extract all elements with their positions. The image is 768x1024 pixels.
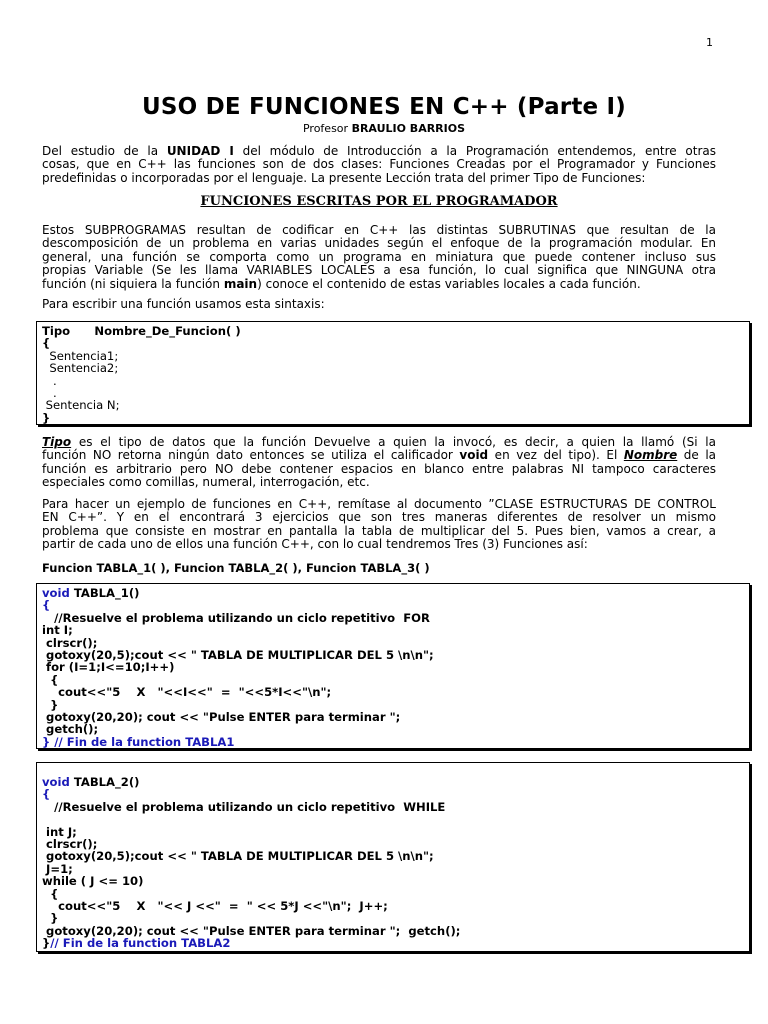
tabla1-line-13: } // Fin de la function TABLA1: [42, 734, 235, 749]
tabla2-line-7: gotoxy(20,5);cout << " TABLA DE MULTIPLICAR DEL 5 \n\n";: [42, 849, 434, 864]
subprogram-paragraph: [42, 224, 716, 291]
unidad-label: UNIDAD I: [166, 144, 234, 158]
tabla1-code: [42, 587, 434, 748]
tipo-text-1: es el tipo de datos que la función Devuelve a quien la invocó, es decir, a quien la llamó (Si la: [71, 435, 716, 449]
nombre-word: Nombre: [623, 448, 678, 463]
intro-text-a: Del estudio de la: [42, 144, 167, 158]
syntax-box: [36, 321, 750, 425]
tabla1-line-11: gotoxy(20,20); cout << "Pulse ENTER para terminar ";: [42, 710, 401, 725]
tabla2-line-9: while ( J <= 10): [42, 874, 144, 889]
tabla1-line-3: //Resuelve el problema utilizando un ciclo repetitivo FOR: [42, 610, 430, 625]
tabla1-line-5: clrscr();: [42, 635, 98, 650]
section-title: FUNCIONES ESCRITAS POR EL PROGRAMADOR: [200, 194, 558, 209]
syntax-line-8: }: [42, 410, 51, 425]
tabla2-line-5: int J;: [42, 824, 77, 839]
professor-name: BRAULIO BARRIOS: [351, 122, 466, 135]
professor-line: [0, 122, 768, 135]
professor-prefix: Profesor: [302, 122, 352, 135]
example-line-4: partir de cada uno de ellos una función C++, con lo cual tendremos Tres (3) Funciones así:: [42, 537, 588, 552]
void-keyword: void: [459, 448, 489, 463]
tabla2-line-13: gotoxy(20,20); cout << "Pulse ENTER para terminar "; getch();: [42, 923, 461, 938]
tabla1-line-2: {: [42, 598, 51, 613]
syntax-intro-text: Para escribir una función usamos esta sintaxis:: [42, 297, 325, 311]
syntax-line-7: Sentencia N;: [42, 398, 120, 413]
tabla2-line-1: [42, 775, 139, 789]
page-title: USO DE FUNCIONES EN C++ (Parte I): [141, 94, 627, 120]
subprog-line-4: propias Variable (Se les llama VARIABLES LOCALES a esa función, lo cual significa que NINGUNA otra: [42, 263, 716, 278]
subprog-line-2: descomposición de un problema en varias unidades según el enfoque de la programación modular. En: [42, 236, 716, 251]
funcion-list-line: Funcion TABLA_1( ), Funcion TABLA_2( ), Funcion TABLA_3( ): [42, 561, 430, 575]
tabla2-sig: TABLA_2(): [69, 775, 140, 789]
tabla1-line-8: {: [42, 672, 59, 687]
tipo-line-1: [42, 436, 716, 449]
subprog-line-1: Estos SUBPROGRAMAS resultan de codificar en C++ las distintas SUBRUTINAS que resultan de la: [42, 223, 716, 237]
tipo-line-3: función es arbitrario pero NO debe contener espacios en blanco entre palabras NI tampoco caracteres: [42, 461, 716, 476]
tipo-line-4: especiales como comillas, numeral, interrogación, etc.: [42, 475, 370, 490]
tabla2-void: void: [42, 775, 70, 789]
tabla2-line-14: [42, 936, 230, 950]
tabla1-line-4: int I;: [42, 623, 73, 638]
tabla1-line-7: for (I=1;I<=10;I++): [42, 660, 175, 675]
intro-line-3: predefinidas o incorporadas por el lenguaje. La presente Lección trata del primer Tipo de Funciones:: [42, 170, 646, 185]
intro-paragraph: [42, 145, 716, 185]
tabla2-line-6: clrscr();: [42, 837, 98, 852]
tabla2-close-brace: }: [42, 936, 51, 951]
subprog-line-3: general, una función se comporta como un programa en miniatura que puede contener incluso sus: [42, 249, 716, 264]
syntax-line-4: Sentencia2;: [42, 361, 119, 376]
syntax-code: [42, 325, 241, 424]
example-line-3: problema que consiste en mostrar en pantalla la tabla de multiplicar del 5. Pues bien, vamos a crear, a: [42, 523, 716, 538]
tabla1-sig: TABLA_1(): [69, 586, 140, 600]
tabla1-line-6: gotoxy(20,5);cout << " TABLA DE MULTIPLICAR DEL 5 \n\n";: [42, 648, 434, 663]
tabla2-line-11: cout<<"5 X "<< J <<" = " << 5*J <<"\n"; J++;: [42, 899, 388, 914]
tabla1-void: void: [42, 586, 70, 600]
tabla2-line-8: J=1;: [42, 861, 73, 876]
tipo-line-2: [42, 449, 716, 462]
tipo-word: Tipo: [42, 435, 72, 449]
tabla1-code-box: [36, 583, 750, 749]
syntax-line-3: Sentencia1;: [42, 348, 119, 363]
tipo-text-2a: función NO retorna ningún dato entonces se utiliza el calificador: [42, 448, 460, 463]
tipo-paragraph: [42, 436, 716, 490]
intro-line-1: [42, 145, 716, 158]
tabla2-line-2: {: [42, 787, 51, 802]
tabla1-line-1: [42, 586, 139, 600]
intro-line-2: cosas, que en C++ las funciones son de dos clases: Funciones Creadas por el Programador y Funciones: [42, 157, 716, 172]
main-keyword: main: [223, 276, 258, 291]
example-line-1: Para hacer un ejemplo de funciones en C++, remítase al documento ”CLASE ESTRUCTURAS DE CONTROL: [42, 497, 716, 511]
example-paragraph: [42, 498, 716, 552]
subprog-text-a: función (ni siquiera la función: [42, 276, 224, 291]
tabla1-line-9: cout<<"5 X "<<I<<" = "<<5*I<<"\n";: [42, 685, 332, 700]
syntax-line-6: .: [42, 386, 57, 401]
tabla2-line-3: //Resuelve el problema utilizando un ciclo repetitivo WHILE: [42, 799, 446, 814]
tabla2-line-12: }: [42, 911, 59, 926]
syntax-line-5: .: [42, 373, 57, 388]
page-number: 1: [706, 36, 713, 49]
tipo-text-2c: en vez del tipo). El: [488, 448, 624, 463]
syntax-line-2: {: [42, 336, 51, 351]
tabla2-code: [42, 776, 460, 950]
subprog-text-c: ) conoce el contenido de estas variables locales a cada función.: [257, 276, 641, 291]
tabla2-end-comment: // Fin de la function TABLA2: [50, 936, 231, 951]
syntax-intro: [42, 298, 716, 311]
tipo-text-2e: de la: [677, 448, 717, 463]
example-line-2: EN C++”. Y en el encontrará 3 ejercicios que son tres maneras diferentes de resolver un mismo: [42, 510, 716, 525]
subprog-line-5: [42, 278, 716, 291]
tabla1-line-12: getch();: [42, 722, 99, 737]
tabla1-line-10: }: [42, 697, 59, 712]
tabla2-code-box: [36, 762, 750, 952]
syntax-line-1: Tipo Nombre_De_Funcion( ): [42, 324, 241, 338]
intro-text-c: del módulo de Introducción a la Programación entendemos, entre otras: [233, 144, 717, 158]
tabla2-line-10: {: [42, 886, 59, 901]
